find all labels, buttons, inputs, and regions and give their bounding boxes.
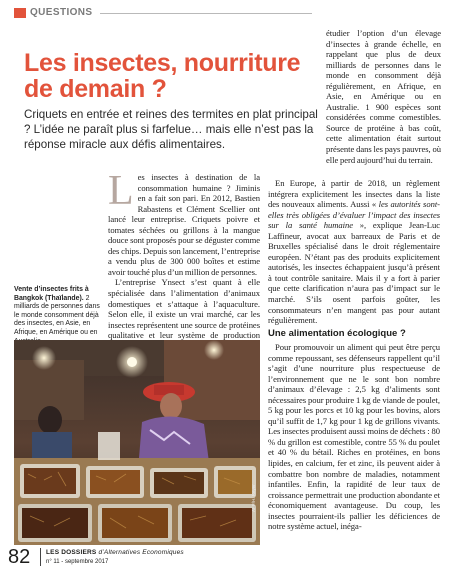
publication-name: LES DOSSIERS d’Alternatives Economiques [46, 549, 184, 556]
paragraph: En Europe, à partir de 2018, un règlement intégrera explicitement les insectes dans la liste des nouveaux aliments. Aussi « les autorités sont-elles très obligées d’évaluer l’impact des insectes sur la santé humaine », explique Jean-Luc Laffineur, avocat aux barreaux de Paris et de Bruxelles spécialisé dans le droit réglementaire européen. N’étant pas des produits explicitement autorisés, les insectes échappaient jusqu’à présent à tout contrôle sanitaire. Mais il y a fort à parier que cette clarification n’aura pas d’impact sur le marché. S’ils osent parfois goûter, les consommateurs n’en mangent pas pour autant régulièrement. [268, 178, 440, 326]
photo-credit: AFP/H. Reyer [251, 484, 256, 512]
section-marker [14, 8, 26, 18]
headline [24, 50, 324, 102]
drop-cap: L [108, 172, 134, 214]
caption-text: 2 milliards de personnes dans le monde consomment déjà des insectes, en Asie, en Afrique, en Amérique ou en [14, 294, 100, 336]
market-photo-illustration [14, 340, 260, 545]
headline-line-2: de demain ? [24, 75, 167, 103]
right-column-lower [268, 342, 440, 548]
photo-caption [14, 286, 102, 346]
paragraph: Les insectes à destination de la consommation humaine ? Jiminis en a fait son pari. En 2012, Bastien Rabastens et Clément Scellier ont lancé leur entreprise. Criquets poivre et tomates séchées ou grillons à la mangue douce sont proposés pour se déguster comme des chips. Depuis son lancement, l’entreprise a vendu plus de 300 000 boîtes et estime avoir touché plus d’un million de personnes. [108, 172, 260, 277]
footer-divider [40, 548, 41, 566]
caption-title: Vente d’insectes frits à Bangkok (Thaïlande). [14, 286, 89, 302]
right-column-top [326, 28, 441, 178]
right-column [268, 178, 440, 328]
section-rule [100, 13, 312, 14]
paragraph: Pour promouvoir un aliment qui peut être perçu comme repoussant, ses défenseurs rappellent qu’il s’agit d’une nourriture plus respectueuse de l’environnement que ne le sont bon nombre d’animaux d’élevage : 2,5 kg d’aliments sont nécessaires pour produire 1 kg de viande de poulet, 5 kg pour les porcs et 10 kg pour les bovins, alors qu’il suffit de 1,7 kg pour 1 kg de grillons vivants. Les insectes produisent aussi moins de déchets : 80 % du grillon est comestible, contre 55 % du poulet et 40 % du bétail. Riches en protéines, en bons lipides, en calcium, fer et zinc, ils peuvent aider à combattre bon nombre de maladies, notamment infantiles. Enfin, la rapidité de leur taux de croissance permettrait une production abondante et économiquement avantageuse. Du coup, les insectes pourraient-ils pallier les déficiences de notre système actuel, inéga- [268, 342, 440, 532]
issue-info: n° 11 - septembre 2017 [46, 559, 109, 565]
headline-line-1: Les insectes, nourriture [24, 49, 301, 77]
paragraph: L’entreprise Ynsect s’est quant à elle spécialisée dans l’alimentation d’animaux domestiques et s’attaque à l’aquaculture. Selon elle, il existe un vrai marché, car les insectes représentent une source de protéines qualitative et leur système de production [108, 277, 260, 341]
sub-heading: Une alimentation écologique ? [268, 328, 406, 339]
page-number: 82 [8, 546, 31, 568]
standfirst: Criquets en entrée et reines des termites en plat principal ? L’idée ne paraît plus si farfelue… mais elle n’est pas la réponse miracle aux défis alimentaires. [24, 108, 318, 151]
section-label: QUESTIONS [30, 7, 93, 18]
quote: les autorités sont-elles très obligées d’évaluer l’impact des insectes sur la santé humaine [268, 199, 440, 231]
market-photo [14, 340, 260, 545]
paragraph: étudier l’option d’un élevage d’insectes à grande échelle, en rappelant que plus de deux milliards de personnes dans le monde en consomment déjà régulièrement, en Afrique, en Asie, en Amérique ou en Australie. 1 900 espèces sont considérées comme comestibles. Source de protéine à bas coût, cette alimentation était surtout présente dans les pays pauvres, où elle perd aujourd’hui du terrain. [326, 28, 441, 165]
